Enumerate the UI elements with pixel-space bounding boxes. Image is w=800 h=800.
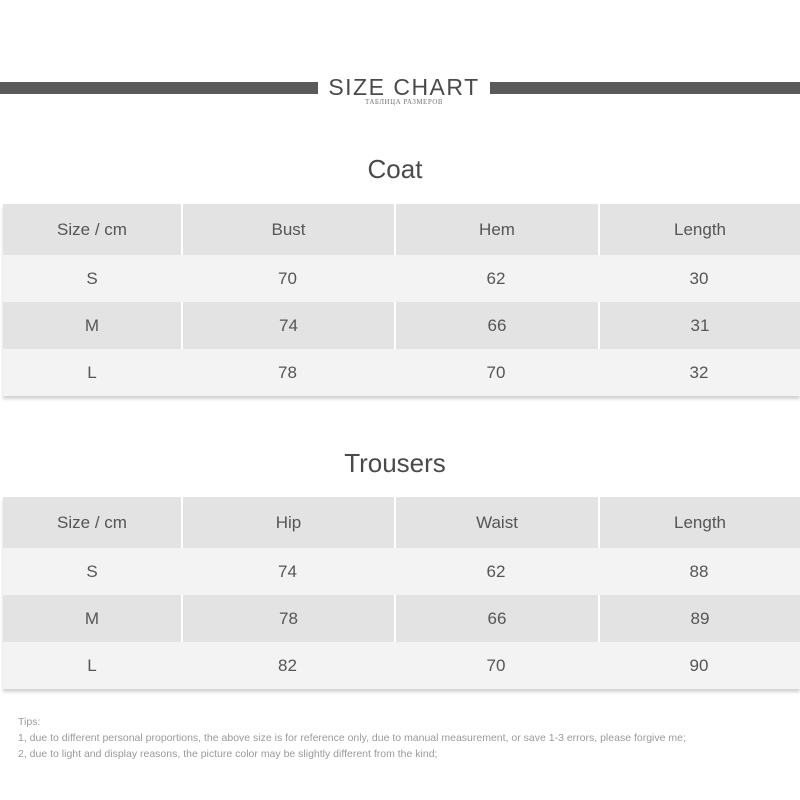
table-cell: S bbox=[86, 561, 98, 581]
table-cell: M bbox=[84, 315, 100, 335]
column-header: Size / cm bbox=[57, 512, 127, 532]
header-bar-left bbox=[0, 82, 318, 94]
coat-table bbox=[3, 204, 800, 396]
size-chart-header bbox=[0, 72, 800, 112]
table-cell: 78 bbox=[181, 595, 394, 642]
table-row bbox=[3, 302, 800, 349]
coat-title: Coat bbox=[367, 154, 423, 184]
table-cell: 70 bbox=[486, 362, 506, 382]
table-cell: 62 bbox=[486, 268, 506, 288]
table-cell: L bbox=[87, 362, 97, 382]
table-cell: L bbox=[87, 655, 97, 675]
tips-line: 1, due to different personal proportions, the above size is for reference only, due to manual measurement, or save 1-3 errors, please forgive me; bbox=[18, 732, 686, 744]
table-header-row bbox=[3, 497, 800, 548]
table-cell: 32 bbox=[689, 362, 709, 382]
table-cell: 74 bbox=[181, 302, 394, 349]
column-header: Bust bbox=[181, 204, 394, 255]
table-cell: M bbox=[84, 608, 100, 628]
table-cell: 70 bbox=[278, 268, 297, 288]
column-header: Size / cm bbox=[57, 219, 127, 239]
table-header-row bbox=[3, 204, 800, 255]
table-cell: 70 bbox=[486, 655, 506, 675]
table-cell: 90 bbox=[689, 655, 709, 675]
tips-block bbox=[18, 714, 788, 762]
table-cell: 78 bbox=[278, 362, 297, 382]
table-cell: 31 bbox=[598, 302, 800, 349]
header-bar-right bbox=[490, 82, 800, 94]
table-cell: 74 bbox=[278, 561, 297, 581]
table-row bbox=[3, 548, 800, 595]
table-row bbox=[3, 255, 800, 302]
tips-line: 2, due to light and display reasons, the picture color may be slightly different from the kind; bbox=[18, 748, 438, 760]
table-cell: 82 bbox=[278, 655, 297, 675]
table-cell: 66 bbox=[394, 595, 598, 642]
table-row bbox=[3, 349, 800, 396]
table-cell: S bbox=[86, 268, 98, 288]
column-header: Waist bbox=[394, 497, 598, 548]
trousers-title: Trousers bbox=[344, 448, 446, 478]
table-row bbox=[3, 595, 800, 642]
page-subtitle: ТАБЛИЦА РАЗМЕРОВ bbox=[364, 98, 444, 106]
table-row bbox=[3, 642, 800, 689]
column-header: Hem bbox=[394, 204, 598, 255]
table-cell: 62 bbox=[486, 561, 506, 581]
table-cell: 66 bbox=[394, 302, 598, 349]
page-title: SIZE CHART bbox=[328, 74, 480, 100]
column-header: Length bbox=[598, 497, 800, 548]
column-header: Hip bbox=[181, 497, 394, 548]
table-cell: 30 bbox=[689, 268, 709, 288]
trousers-table bbox=[3, 497, 800, 689]
column-header: Length bbox=[598, 204, 800, 255]
table-cell: 89 bbox=[598, 595, 800, 642]
tips-label: Tips: bbox=[18, 716, 41, 728]
table-cell: 88 bbox=[689, 561, 709, 581]
